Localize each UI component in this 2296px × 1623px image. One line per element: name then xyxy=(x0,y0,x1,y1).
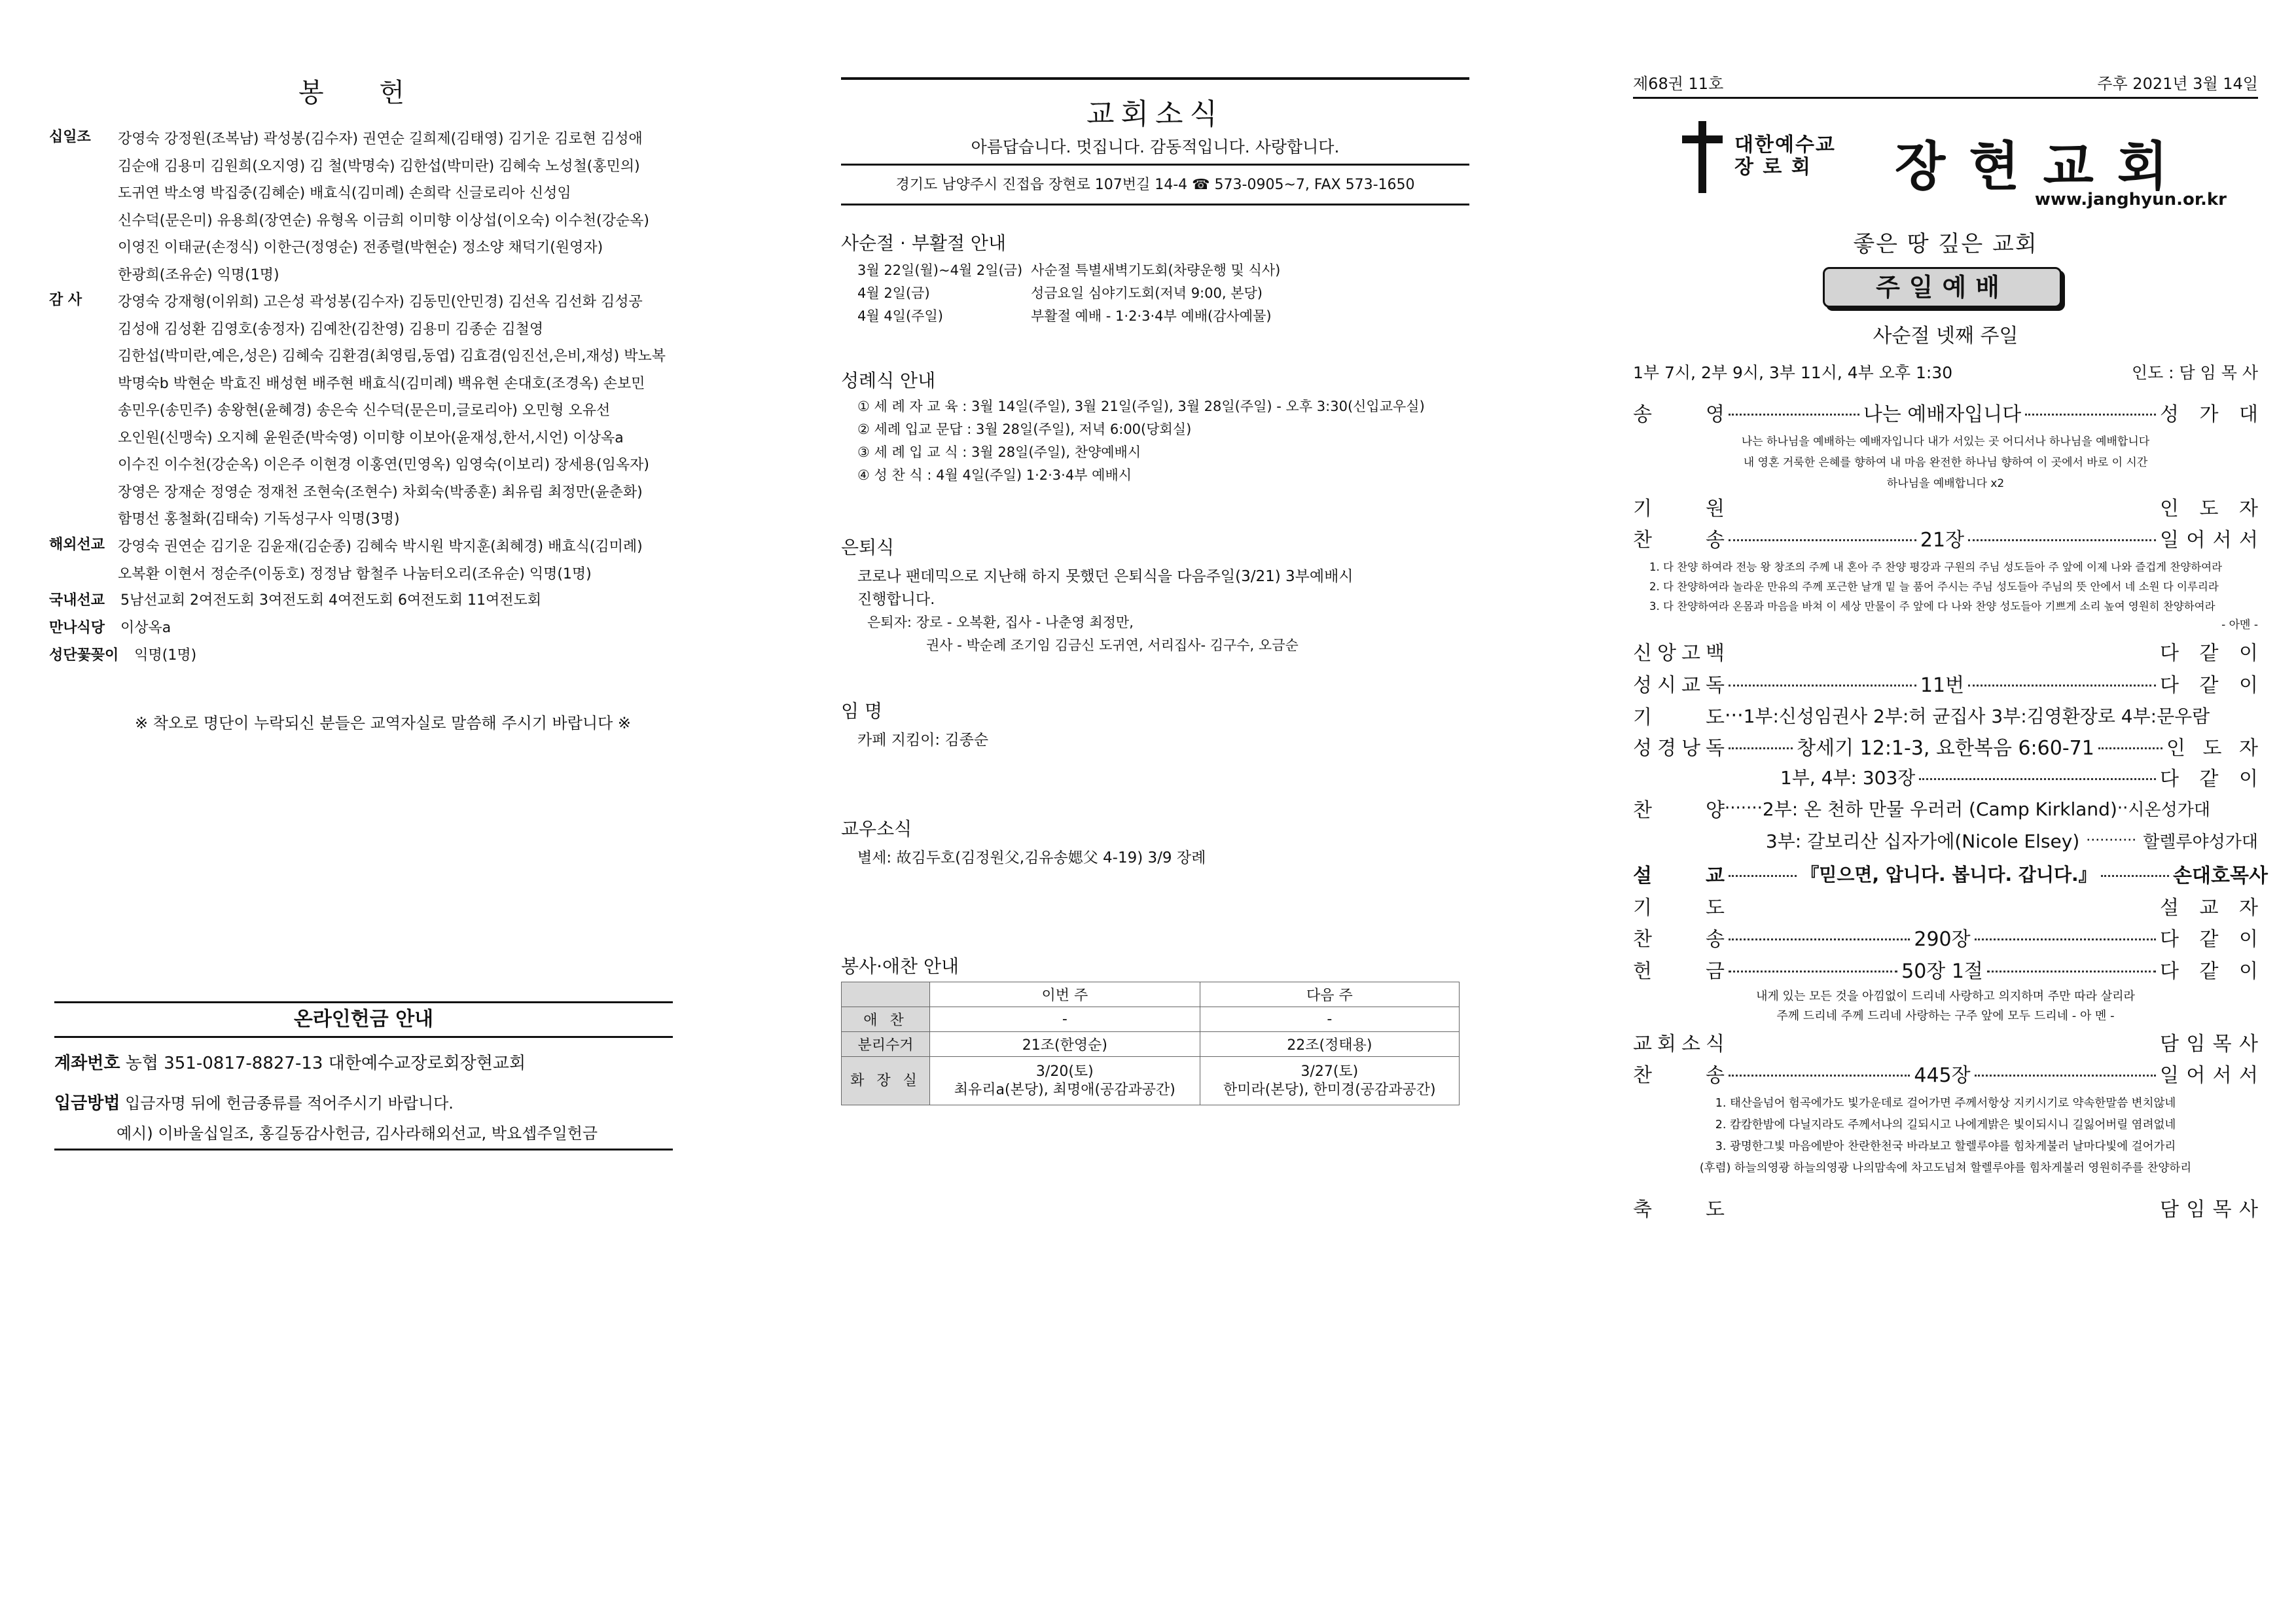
tithe-name-line: 신수덕(문은미) 유용희(장연순) 유형옥 이금희 이미향 이상섭(이오숙) 이수천(강순옥) xyxy=(118,212,649,229)
mission-names xyxy=(118,533,681,588)
order-item-prayer xyxy=(1633,492,2258,521)
tithe-name-line: 강영숙 강정원(조복남) 곽성봉(김수자) 권연순 길희제(김태영) 김기운 김로현 김성애 xyxy=(118,131,643,147)
serve-cell-date: 3/27(토) xyxy=(1300,1063,1359,1080)
order-item-name: 교 회 소 식 xyxy=(1633,1033,1725,1056)
order-item-person: 설 교 자 xyxy=(2160,897,2258,919)
thanks-name-line: 박명숙b 박현순 박효진 배성현 배주현 배효식(김미례) 백유현 손대호(조경옥) 손보민 xyxy=(118,375,645,392)
manna-row xyxy=(49,615,171,641)
appoint-text: 카페 지킴이: 김종순 xyxy=(857,732,989,749)
serve-heading: 봉사·애찬 안내 xyxy=(841,955,960,977)
serve-row xyxy=(842,1032,1460,1057)
manna-label: 만나식당 xyxy=(49,620,105,636)
domestic-label: 국내선교 xyxy=(49,592,105,609)
order-item-intercession: 기 도 ··· 1부:신성임권사 2부:허 균집사 3부:김영환장로 4부:문우람 xyxy=(1633,701,2258,730)
tithe-name-line: 김순애 김용미 김원희(오지영) 김 철(박명숙) 김한섭(박미란) 김혜숙 노성철(홍민의) xyxy=(118,158,640,175)
thanks-name-line: 강영숙 강재형(이위희) 고은성 곽성봉(김수자) 김동민(안민경) 김선옥 김선화 김성공 xyxy=(118,294,643,310)
news-title: 교회소식 xyxy=(1086,98,1224,131)
order-item-person: 담 임 목 사 xyxy=(2160,1198,2258,1221)
serve-header-next: 다음 주 xyxy=(1200,982,1459,1007)
order-item-title: 창세기 12:1-3, 요한복음 6:60-71 xyxy=(1797,737,2094,760)
order-item-name: 찬 양 xyxy=(1633,799,1725,822)
mission-label: 해외선교 xyxy=(49,537,105,553)
serve-cell xyxy=(1200,1057,1459,1105)
lent-date: 4월 4일(주일) xyxy=(857,308,943,324)
member-text: 별세: 故김두호(김정원父,김유송媤父 4-19) 3/9 장례 xyxy=(857,849,1206,866)
retire-line-2: 진행합니다. xyxy=(857,591,935,608)
order-item-hymn1 xyxy=(1633,524,2258,552)
serve-cell xyxy=(930,1057,1200,1105)
tithe-name-line: 한광희(조유순) 익명(1명) xyxy=(118,266,279,283)
cross-icon xyxy=(1679,121,1725,193)
tithe-label: 십일조 xyxy=(49,129,91,145)
order-item-person: 시온성가대 xyxy=(2128,800,2210,820)
lyric-line: 나는 하나님을 예배하는 예배자입니다 내가 서있는 곳 어디서나 하나님을 예배합니다 xyxy=(1741,435,2150,448)
news-subtitle: 아름답습니다. 멋집니다. 감동적입니다. 사랑합니다. xyxy=(971,137,1340,156)
serve-cell-names: 최유리a(본당), 최명애(공감과공간) xyxy=(954,1081,1175,1098)
order-item-text: 1부:신성임권사 2부:허 균집사 3부:김영환장로 4부:문우람 xyxy=(1743,705,2210,727)
domestic-text: 5남선교회 2여전도회 3여전도회 4여전도회 6여전도회 11여전도회 xyxy=(120,592,542,609)
lyric-line: 3. 광명한그빛 마음에받아 찬란한천국 바라보고 할렐루야를 힘차게불러 날마다빛에 걸어가리 xyxy=(1715,1140,2176,1153)
order-item-person: 일 어 서 서 xyxy=(2160,1064,2258,1087)
serve-row xyxy=(842,1057,1460,1105)
thanks-label: 감 사 xyxy=(49,292,82,308)
serve-table xyxy=(841,982,1460,1105)
bulletin-cover-column xyxy=(1633,0,2268,1623)
order-item-hymn2 xyxy=(1633,923,2258,952)
order-item-call xyxy=(1633,398,2258,427)
order-item-person: 담 임 목 사 xyxy=(2160,1033,2258,1056)
thanks-name-line: 김성애 김성환 김영호(송정자) 김예찬(김찬영) 김용미 김종순 김철영 xyxy=(118,321,544,338)
lent-heading: 사순절 · 부활절 안내 xyxy=(841,232,1006,254)
order-item-benediction xyxy=(1633,1193,2258,1222)
appoint-heading: 임 명 xyxy=(841,700,882,722)
offering-title: 봉 헌 xyxy=(298,78,428,108)
retire-line-1: 코로나 팬데믹으로 지난해 하지 못했던 은퇴식을 다음주일(3/21) 3부예배시 xyxy=(857,568,1354,585)
thanks-name-line: 함명선 홍철화(김태숙) 기독성구사 익명(3명) xyxy=(118,511,400,527)
order-item-person: 할렐루야성가대 xyxy=(2143,832,2258,852)
lyric-line: - 아멘 - xyxy=(2221,618,2258,632)
sunday-name: 사순절 넷째 주일 xyxy=(1873,325,2018,348)
order-item-anthem-1 xyxy=(1633,762,2258,791)
method-example: 예시) 이바울십일조, 홍길동감사헌금, 김사라해외선교, 박요셉주일헌금 xyxy=(117,1124,598,1143)
serve-row xyxy=(842,1007,1460,1032)
serve-row-label: 분리수거 xyxy=(842,1032,930,1057)
sacrament-heading: 성례식 안내 xyxy=(841,370,936,391)
online-title: 온라인헌금 안내 xyxy=(293,1008,434,1031)
sacrament-item: ② 세례 입교 문답 : 3월 28일(주일), 저녁 6:00(당회실) xyxy=(857,421,1192,437)
order-item-name: 기 원 xyxy=(1633,497,1725,520)
flower-text: 익명(1명) xyxy=(134,647,197,664)
order-item-name: 축 도 xyxy=(1633,1198,1725,1221)
serve-header-blank xyxy=(842,982,930,1007)
order-item-person: 다 같 이 xyxy=(2160,768,2258,791)
lent-desc: 성금요일 심야기도회(저녁 9:00, 본당) xyxy=(1031,285,1263,301)
thanks-name-line: 오인원(신맹숙) 오지혜 윤원준(박숙영) 이미향 이보아(윤재성,한서,시언) 이상옥a xyxy=(118,429,624,446)
thanks-name-line: 김한섭(박미란,예은,성은) 김혜숙 김환겸(최영림,동엽) 김효겸(임진선,은비,재성) 박노복 xyxy=(118,348,666,365)
order-item-anthem-2: 찬 양 ······· 2부: 온 천하 만물 우러러 (Camp Kirkland) ·· 시온성가대 xyxy=(1633,794,2258,823)
news-column xyxy=(841,0,1469,1623)
order-item-name: 찬 송 xyxy=(1633,529,1725,552)
church-name: 장현교회 xyxy=(1895,136,2192,197)
order-item-name: 설 교 xyxy=(1633,865,1725,887)
lyric-line: 3. 다 찬양하여라 온몸과 마음을 바쳐 이 세상 만물이 주 앞에 다 나와 찬양 성도들아 기쁘게 소리 높여 영원히 찬양하여라 xyxy=(1649,600,2215,613)
omission-notice: ※ 착오로 명단이 누락되신 분들은 교역자실로 말씀해 주시기 바랍니다 ※ xyxy=(134,714,632,732)
serve-header-this: 이번 주 xyxy=(930,982,1200,1007)
order-item-anthem-3: 3부: 갈보리산 십자가에(Nicole Elsey) ··········· 할렐루야성가대 xyxy=(1633,826,2258,855)
denomination: 대한예수교 장 로 회 xyxy=(1734,134,1836,179)
order-item-name: 기 도 xyxy=(1633,706,1725,729)
lyric-line: 1. 다 찬양 하여라 전능 왕 창조의 주께 내 혼아 주 찬양 평강과 구원의 주님 성도들아 주 앞에 이제 나와 즐겁게 찬양하여라 xyxy=(1649,561,2223,573)
order-item-person: 다 같 이 xyxy=(2160,674,2258,697)
order-item-name: 신 앙 고 백 xyxy=(1633,642,1725,665)
service-leader: 인도 : 담 임 목 사 xyxy=(2131,363,2258,382)
order-item-name: 찬 송 xyxy=(1633,928,1725,951)
order-item-title: 2부: 온 천하 만물 우러러 (Camp Kirkland) xyxy=(1762,798,2117,820)
order-item-title: 나는 예배자입니다 xyxy=(1863,403,2022,426)
account-text: 농협 351-0817-8827-13 대한예수교장로회장현교회 xyxy=(125,1054,526,1073)
order-item-offertory xyxy=(1633,955,2258,984)
order-item-title: 50장 1절 xyxy=(1901,960,1983,983)
serve-cell-names: 한미라(본당), 한미경(공감과공간) xyxy=(1223,1081,1436,1098)
lent-date: 3월 22일(월)~4월 2일(금) xyxy=(857,262,1023,278)
sacrament-item: ④ 성 찬 식 : 4월 4일(주일) 1·2·3·4부 예배시 xyxy=(857,467,1132,483)
retire-detail-1: 은퇴자: 장로 - 오복환, 집사 - 나춘영 최정만, xyxy=(867,615,1134,630)
church-motto: 좋은 땅 깊은 교회 xyxy=(1853,231,2038,257)
manna-text: 이상옥a xyxy=(120,620,171,636)
order-item-title: 11번 xyxy=(1920,674,1965,697)
order-item-title: 445장 xyxy=(1914,1064,1971,1087)
mission-name-line: 오복환 이현서 정순주(이동호) 정정남 함철주 나눔터오리(조유순) 익명(1명) xyxy=(118,565,592,582)
lent-desc: 사순절 특별새벽기도회(차량운행 및 식사) xyxy=(1031,262,1281,278)
account-row xyxy=(54,1050,673,1074)
order-item-title: 290장 xyxy=(1914,928,1971,951)
account-label: 계좌번호 xyxy=(54,1054,120,1073)
serve-cell: 21조(한영순) xyxy=(930,1032,1200,1057)
serve-cell-date: 3/20(토) xyxy=(1035,1063,1094,1080)
lyric-line: 1. 태산을넘어 험곡에가도 빛가운데로 걸어가면 주께서항상 지키시기로 약속한말씀 변치않네 xyxy=(1715,1097,2176,1110)
order-item-person: 다 같 이 xyxy=(2160,642,2258,665)
order-item-responsive xyxy=(1633,669,2258,698)
church-logo xyxy=(1679,121,2248,197)
thanks-name-line: 장영은 장재순 정영순 정재천 조현숙(조현수) 차회숙(박종훈) 최유림 최정만(윤춘화) xyxy=(118,484,643,501)
serve-row-label: 화 장 실 xyxy=(842,1057,930,1105)
thanks-names xyxy=(118,289,681,533)
order-item-title: 『믿으면, 압니다. 봅니다. 갑니다.』 xyxy=(1801,864,2097,885)
order-item-sermon_prayer xyxy=(1633,891,2258,920)
lyric-line: 2. 다 찬양하여라 놀라운 만유의 주께 포근한 날개 밑 늘 품어 주시는 주님 성도들아 주님의 뜻 안에서 네 소원 다 이루리라 xyxy=(1649,580,2219,593)
sacrament-item: ① 세 례 자 교 육 : 3월 14일(주일), 3월 21일(주일), 3월 28일(주일) - 오후 3:30(신입교우실) xyxy=(857,399,1425,414)
thanks-name-line: 이수진 이수천(강순옥) 이은주 이현경 이홍연(민영옥) 임영숙(이보리) 장세용(임옥자) xyxy=(118,457,649,473)
flower-label: 성단꽃꽂이 xyxy=(49,647,119,664)
order-item-name: 성 경 낭 독 xyxy=(1633,737,1725,760)
flower-row xyxy=(49,643,196,669)
method-row xyxy=(54,1090,673,1114)
retire-heading: 은퇴식 xyxy=(841,537,895,558)
lyric-line: 하나님을 예배합니다 x2 xyxy=(1886,477,2005,490)
order-item-name: 헌 금 xyxy=(1633,960,1725,983)
method-text: 입금자명 뒤에 헌금종류를 적어주시기 바랍니다. xyxy=(125,1094,454,1113)
member-heading: 교우소식 xyxy=(841,818,912,840)
tithe-name-line: 이영진 이태균(손정식) 이한근(정영순) 전종렬(박현순) 정소양 채덕기(원영자) xyxy=(118,240,603,256)
order-item-person: 일 어 서 서 xyxy=(2160,529,2258,552)
order-item-title: 3부: 갈보리산 십자가에(Nicole Elsey) xyxy=(1765,830,2080,852)
lyric-line: 내게 있는 모든 것을 아낌없이 드리네 사랑하고 의지하며 주만 따라 살리라 xyxy=(1756,990,2135,1003)
serve-cell: 22조(정태용) xyxy=(1200,1032,1459,1057)
serve-cell: - xyxy=(1200,1007,1459,1032)
order-item-person: 다 같 이 xyxy=(2160,960,2258,983)
mission-name-line: 강영숙 권연순 김기운 김윤재(김순종) 김혜숙 박시원 박지훈(최혜경) 배효식(김미례) xyxy=(118,539,643,555)
order-item-hymn3 xyxy=(1633,1059,2258,1088)
order-item-scripture xyxy=(1633,732,2258,760)
online-offering-box xyxy=(54,1001,673,1150)
order-item-person: 다 같 이 xyxy=(2160,928,2258,951)
order-item-name: 성 시 교 독 xyxy=(1633,674,1725,697)
bulletin-date: 주후 2021년 3월 14일 xyxy=(2097,75,2258,93)
lent-date: 4월 2일(금) xyxy=(857,285,930,301)
lyric-line: 내 영혼 거룩한 은혜를 향하여 내 마음 완전한 하나님 향하여 이 곳에서 바로 이 시간 xyxy=(1743,456,2148,469)
tithe-names xyxy=(118,126,681,289)
serve-row-label: 애 찬 xyxy=(842,1007,930,1032)
order-item-creed xyxy=(1633,637,2258,666)
lyric-line: (후렴) 하늘의영광 하늘의영광 나의맘속에 차고도넘쳐 할렐루야를 힘차게불러 영원히주를 찬양하리 xyxy=(1699,1162,2192,1175)
order-item-person: 손 대 호 목 사 xyxy=(2173,865,2268,887)
retire-detail-2: 권사 - 박순례 조기임 김금신 도귀연, 서리집사- 김구수, 오금순 xyxy=(926,637,1299,653)
order-item-person: 성 가 대 xyxy=(2160,403,2258,426)
order-item-sermon xyxy=(1633,859,2268,888)
thanks-name-line: 송민우(송민주) 송왕현(윤혜경) 송은숙 신수덕(문은미,글로리아) 오민형 오유선 xyxy=(118,402,611,419)
worship-title: 주일예배 xyxy=(1823,267,2062,308)
church-url[interactable]: www.janghyun.or.kr xyxy=(2034,190,2227,209)
order-item-person: 인 도 자 xyxy=(2166,737,2258,760)
church-address: 경기도 남양주시 진접읍 장현로 107번길 14-4 ☎ 573-0905~7, FAX 573-1650 xyxy=(841,164,1469,205)
volume-number: 제68권 11호 xyxy=(1633,75,1724,93)
serve-cell: - xyxy=(930,1007,1200,1032)
offering-column xyxy=(49,0,677,1623)
lent-desc: 부활절 예배 - 1·2·3·4부 예배(감사예물) xyxy=(1031,308,1272,324)
order-item-name: 찬 송 xyxy=(1633,1064,1725,1087)
lyric-line: 주께 드리네 주께 드리네 사랑하는 구주 앞에 모두 드리네 - 아 멘 - xyxy=(1776,1009,2115,1023)
domestic-row xyxy=(49,588,541,614)
order-item-title: 21장 xyxy=(1920,529,1965,552)
method-label: 입금방법 xyxy=(54,1094,120,1113)
order-item-person: 인 도 자 xyxy=(2160,497,2258,520)
tithe-name-line: 도귀연 박소영 박집중(김혜순) 배효식(김미례) 손희락 신글로리아 신성임 xyxy=(118,185,571,202)
order-item-name: 송 영 xyxy=(1633,403,1725,426)
order-item-title: 1부, 4부: 303장 xyxy=(1780,767,1916,789)
order-item-news xyxy=(1633,1027,2258,1056)
service-times: 1부 7시, 2부 9시, 3부 11시, 4부 오후 1:30 xyxy=(1633,363,1953,382)
order-item-name: 기 도 xyxy=(1633,897,1725,919)
lyric-line: 2. 캄캄한밤에 다닐지라도 주께서나의 길되시고 나에게밝은 빛이되시니 길잃어버릴 염려없네 xyxy=(1715,1118,2176,1132)
sacrament-item: ③ 세 례 입 교 식 : 3월 28일(주일), 찬양예배시 xyxy=(857,444,1141,460)
